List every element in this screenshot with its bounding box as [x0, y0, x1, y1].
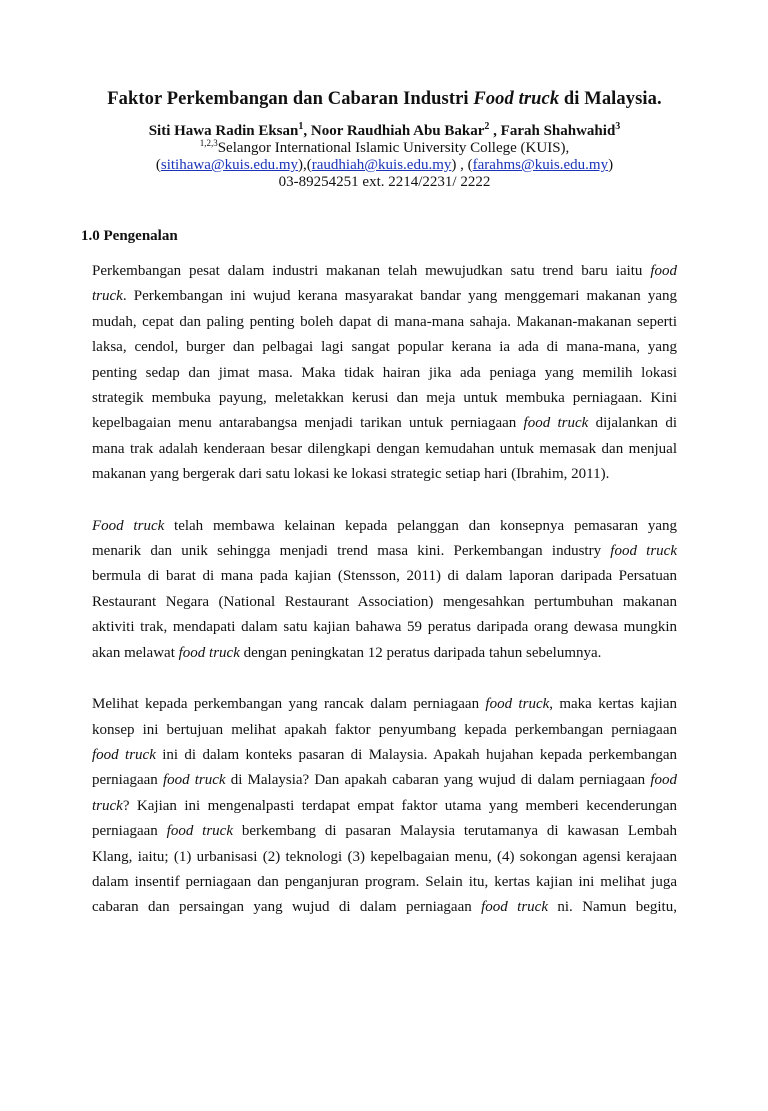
affiliation	[92, 140, 677, 157]
text-line: mudah, cepat dan paling penting boleh dapat di mana-mana sahaja. Makanan-makanan seperti	[92, 313, 677, 330]
italic-run: food truck	[162, 772, 226, 789]
text-run: perniagaan	[92, 772, 163, 789]
email-punct: ),(	[298, 157, 312, 173]
text-line: bermula di barat di mana pada kajian (Stensson, 2011) di dalam laporan daripada Persatuan	[92, 568, 677, 585]
text-run: dengan peningkatan 12 peratus daripada tahun sebelumnya.	[239, 644, 602, 661]
italic-run: food	[650, 772, 677, 789]
text-line: makanan yang bergerak dari satu lokasi ke lokasi strategic setiap hari (Ibrahim, 2011).	[92, 466, 610, 483]
text-line	[92, 895, 677, 920]
text-line: strategik membuka payung, meletakkan kerusi dan meja untuk membuka perniagaan. Kini	[92, 390, 677, 407]
text-line: konsep ini bertujuan melihat apakah faktor penyumbang kepada perkembangan perniagaan	[92, 721, 677, 738]
text-line: mana trak adalah kenderaan besar dilengkapi dengan kemudahan untuk memasak dan menjual	[92, 440, 677, 457]
title-text: Faktor Perkembangan dan Cabaran Industri	[107, 89, 474, 109]
text-line	[92, 768, 677, 793]
title-text-end: di Malaysia.	[559, 89, 662, 109]
section-heading: 1.0 Pengenalan	[81, 228, 178, 244]
affiliation-superscript: 1,2,3	[199, 138, 218, 148]
email-list	[92, 157, 677, 174]
text-line: aktiviti trak, mendapati dalam satu kajian bahawa 59 peratus daripada orang dewasa mungkin	[92, 619, 677, 636]
italic-run: food	[650, 263, 677, 279]
author-superscript: 1	[298, 121, 304, 132]
text-run: , maka kertas kajian	[549, 696, 677, 713]
text-line	[92, 819, 677, 844]
italic-run: food truck	[92, 746, 156, 763]
text-line	[92, 794, 677, 819]
italic-run: food truck	[610, 543, 677, 560]
text-run: perniagaan	[92, 823, 167, 840]
text-line: laksa, cendol, burger dan pelbagai lagi sangat popular kerana ia ada di mana-mana, yang	[92, 339, 677, 356]
document-page	[0, 87, 768, 1111]
email-link[interactable]: farahms@kuis.edu.my	[472, 157, 609, 173]
italic-run: food truck	[485, 696, 550, 713]
text-line	[92, 692, 677, 717]
text-run: cabaran dan persaingan yang wujud di dalam perniagaan	[92, 899, 482, 916]
email-punct: )	[608, 157, 614, 173]
author-list	[92, 123, 677, 140]
title-italic-text: Food truck	[473, 89, 560, 109]
text-run: Melihat kepada perkembangan yang rancak dalam perniagaan	[92, 696, 486, 713]
email-punct: (	[155, 157, 161, 173]
paragraph-3	[92, 692, 677, 921]
affiliation-text: Selangor International Islamic University College (KUIS),	[217, 140, 570, 156]
italic-run: truck	[92, 288, 123, 305]
email-punct: ) , (	[451, 157, 473, 173]
author-superscript: 3	[615, 121, 621, 132]
author-superscript: 2	[484, 121, 490, 132]
text-run: ? Kajian ini mengenalpasti terdapat empat faktor utama yang memberi kecenderungan	[122, 797, 677, 814]
text-run: telah membawa kelainan kepada pelanggan dan konsepnya pemasaran yang	[164, 517, 678, 534]
italic-run: food truck	[481, 899, 548, 916]
paragraph-2	[92, 514, 677, 666]
text-line	[92, 539, 677, 564]
author-name: Noor Raudhiah Abu Bakar	[310, 123, 485, 139]
author-separator: ,	[303, 123, 311, 139]
email-link[interactable]: sitihawa@kuis.edu.my	[160, 157, 299, 173]
italic-run: Food truck	[92, 517, 165, 534]
text-run: ini di dalam konteks pasaran di Malaysia. Apakah hujahan kepada perkembangan	[155, 746, 677, 763]
text-run: ni. Namun begitu,	[548, 899, 677, 916]
text-run: . Perkembangan ini wujud kerana masyarakat bandar yang menggemari makanan yang	[122, 288, 677, 305]
author-name: Siti Hawa Radin Eksan	[148, 123, 299, 139]
italic-run: food truck	[166, 823, 233, 840]
text-run: Perkembangan pesat dalam industri makanan telah mewujudkan satu trend baru iaitu	[92, 263, 651, 279]
text-line: Restaurant Negara (National Restaurant Association) mengesahkan pertumbuhan makanan	[92, 593, 677, 610]
text-line	[92, 514, 677, 539]
italic-run: food truck	[178, 644, 240, 661]
phone-number: 03-89254251 ext. 2214/2231/ 2222	[278, 174, 491, 190]
text-run: menarik dan unik sehingga menjadi trend masa kini. Perkembangan industry	[92, 543, 611, 560]
text-line	[92, 743, 677, 768]
text-line	[92, 284, 677, 309]
italic-run: truck	[92, 797, 123, 814]
text-run: berkembang di pasaran Malaysia terutamanya di kawasan Lembah	[233, 823, 677, 840]
paper-title	[92, 87, 677, 111]
paragraph-1	[92, 259, 677, 488]
text-line	[92, 259, 677, 284]
text-line: penting sedap dan jimat masa. Maka tidak hairan jika ada peniaga yang memilih lokasi	[92, 364, 677, 381]
author-name: Farah Shahwahid	[500, 123, 616, 139]
text-run: di Malaysia? Dan apakah cabaran yang wujud di dalam perniagaan	[225, 772, 651, 789]
text-line	[92, 411, 677, 436]
text-line: dalam insentif perniagaan dan penganjuran program. Selain itu, kertas kajian ini melihat juga	[92, 873, 677, 890]
text-run: akan melawat	[92, 644, 179, 661]
text-run: dijalankan di	[588, 415, 677, 432]
text-line	[92, 641, 677, 666]
italic-run: food truck	[523, 415, 589, 432]
text-run: kepelbagaian menu antarabangsa menjadi tarikan untuk perniagaan	[92, 415, 524, 432]
text-line: Klang, iaitu; (1) urbanisasi (2) teknologi (3) kepelbagaian menu, (4) sokongan agensi kerajaan	[92, 848, 677, 865]
author-separator: ,	[489, 123, 501, 139]
email-link[interactable]: raudhiah@kuis.edu.my	[311, 157, 452, 173]
